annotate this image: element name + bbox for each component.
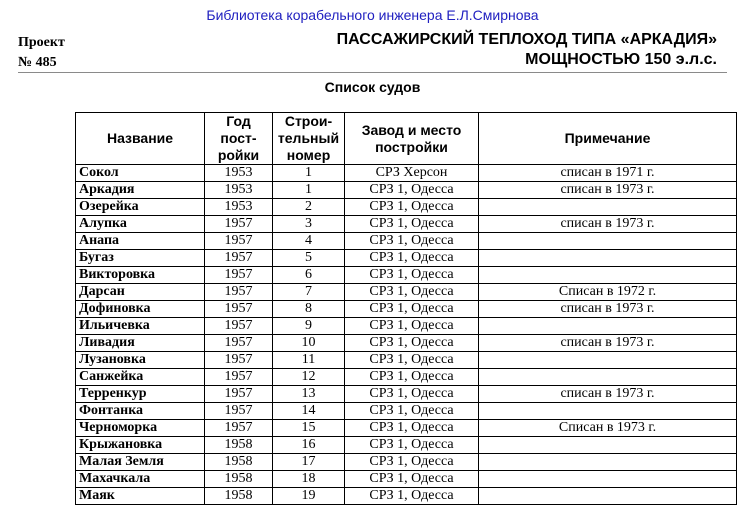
ship-name: Дофиновка: [76, 301, 205, 318]
ship-yard: СРЗ 1, Одесса: [345, 284, 479, 301]
ship-number: 9: [273, 318, 345, 335]
ship-year: 1958: [205, 437, 273, 454]
ship-year: 1957: [205, 284, 273, 301]
ship-note: [479, 250, 737, 267]
ship-year: 1957: [205, 420, 273, 437]
table-row: [76, 267, 737, 284]
ship-number: 17: [273, 454, 345, 471]
library-title: Библиотека корабельного инженера Е.Л.Смирнова: [206, 7, 539, 23]
ship-number: 1: [273, 165, 345, 182]
ship-yard: СРЗ 1, Одесса: [345, 403, 479, 420]
ship-name: Санжейка: [76, 369, 205, 386]
table-row: [76, 165, 737, 182]
ship-name: Алупка: [76, 216, 205, 233]
ship-yard: СРЗ 1, Одесса: [345, 488, 479, 505]
ship-number: 10: [273, 335, 345, 352]
ship-note: списан в 1973 г.: [479, 386, 737, 403]
ship-yard: СРЗ 1, Одесса: [345, 454, 479, 471]
ship-note: списан в 1971 г.: [479, 165, 737, 182]
ship-number: 14: [273, 403, 345, 420]
ship-note: списан в 1973 г.: [479, 216, 737, 233]
ship-year: 1958: [205, 471, 273, 488]
ship-note: [479, 488, 737, 505]
ship-year: 1957: [205, 233, 273, 250]
ship-yard: СРЗ 1, Одесса: [345, 267, 479, 284]
table-row: [76, 318, 737, 335]
ship-number: 19: [273, 488, 345, 505]
project-number: № 485: [18, 55, 57, 70]
table-row: [76, 352, 737, 369]
ship-name: Сокол: [76, 165, 205, 182]
table-row: [76, 301, 737, 318]
ship-year: 1953: [205, 182, 273, 199]
title-line-1: ПАССАЖИРСКИЙ ТЕПЛОХОД ТИПА «АРКАДИЯ»: [336, 31, 717, 48]
ship-note: списан в 1973 г.: [479, 182, 737, 199]
ship-yard: СРЗ 1, Одесса: [345, 335, 479, 352]
table-row: [76, 403, 737, 420]
ship-name: Фонтанка: [76, 403, 205, 420]
table-row: [76, 488, 737, 505]
ship-note: [479, 471, 737, 488]
ship-name: Терренкур: [76, 386, 205, 403]
ships-table: [75, 112, 737, 505]
ship-number: 2: [273, 199, 345, 216]
ship-year: 1958: [205, 454, 273, 471]
ship-year: 1957: [205, 369, 273, 386]
ship-year: 1953: [205, 165, 273, 182]
ship-name: Маяк: [76, 488, 205, 505]
ship-name: Малая Земля: [76, 454, 205, 471]
ship-note: [479, 233, 737, 250]
table-row: [76, 335, 737, 352]
ship-name: Анапа: [76, 233, 205, 250]
table-row: [76, 284, 737, 301]
ship-yard: СРЗ 1, Одесса: [345, 386, 479, 403]
document-title: [337, 30, 717, 70]
ship-name: Озерейка: [76, 199, 205, 216]
column-header-yard: Завод и место постройки: [345, 113, 479, 165]
table-body: [76, 165, 737, 505]
ship-number: 12: [273, 369, 345, 386]
column-header-note: Примечание: [479, 113, 737, 165]
ship-yard: СРЗ 1, Одесса: [345, 352, 479, 369]
ship-yard: СРЗ 1, Одесса: [345, 471, 479, 488]
ship-name: Махачкала: [76, 471, 205, 488]
ship-number: 1: [273, 182, 345, 199]
table-row: [76, 454, 737, 471]
ship-year: 1957: [205, 403, 273, 420]
ship-yard: СРЗ 1, Одесса: [345, 250, 479, 267]
ship-yard: СРЗ Херсон: [345, 165, 479, 182]
ship-number: 3: [273, 216, 345, 233]
ship-yard: СРЗ 1, Одесса: [345, 301, 479, 318]
column-header-year: Год пост-ройки: [205, 113, 273, 165]
table-row: [76, 233, 737, 250]
list-title: Список судов: [324, 79, 421, 95]
table-row: [76, 471, 737, 488]
ship-note: списан в 1973 г.: [479, 301, 737, 318]
ship-name: Бугаз: [76, 250, 205, 267]
project-info: [18, 33, 65, 73]
table-row: [76, 199, 737, 216]
table-row: [76, 369, 737, 386]
table-row: [76, 250, 737, 267]
ship-yard: СРЗ 1, Одесса: [345, 182, 479, 199]
ship-note: [479, 267, 737, 284]
ship-name: Лузановка: [76, 352, 205, 369]
ship-name: Крыжановка: [76, 437, 205, 454]
ship-name: Ильичевка: [76, 318, 205, 335]
column-header-name: Название: [76, 113, 205, 165]
ship-year: 1957: [205, 250, 273, 267]
ship-number: 13: [273, 386, 345, 403]
table-header-row: [76, 113, 737, 165]
ship-name: Аркадия: [76, 182, 205, 199]
ship-name: Дарсан: [76, 284, 205, 301]
ship-note: списан в 1973 г.: [479, 335, 737, 352]
ship-note: [479, 352, 737, 369]
ship-number: 4: [273, 233, 345, 250]
ship-note: [479, 437, 737, 454]
ship-year: 1957: [205, 335, 273, 352]
ship-number: 16: [273, 437, 345, 454]
ship-note: [479, 199, 737, 216]
table-row: [76, 216, 737, 233]
ship-number: 7: [273, 284, 345, 301]
title-line-2: МОЩНОСТЬЮ 150 э.л.с.: [525, 51, 717, 68]
ship-note: Списан в 1972 г.: [479, 284, 737, 301]
ship-number: 8: [273, 301, 345, 318]
ship-note: [479, 454, 737, 471]
ship-yard: СРЗ 1, Одесса: [345, 216, 479, 233]
ship-number: 5: [273, 250, 345, 267]
ship-number: 18: [273, 471, 345, 488]
ship-yard: СРЗ 1, Одесса: [345, 233, 479, 250]
ship-name: Черноморка: [76, 420, 205, 437]
ship-yard: СРЗ 1, Одесса: [345, 318, 479, 335]
ship-year: 1957: [205, 318, 273, 335]
ship-year: 1957: [205, 352, 273, 369]
ship-note: [479, 318, 737, 335]
ship-note: Списан в 1973 г.: [479, 420, 737, 437]
table-row: [76, 420, 737, 437]
ship-number: 11: [273, 352, 345, 369]
ship-year: 1957: [205, 267, 273, 284]
ship-note: [479, 369, 737, 386]
table-row: [76, 437, 737, 454]
ship-year: 1957: [205, 301, 273, 318]
ship-yard: СРЗ 1, Одесса: [345, 437, 479, 454]
project-label: Проект: [18, 35, 65, 50]
ship-note: [479, 403, 737, 420]
ship-name: Ливадия: [76, 335, 205, 352]
header-divider: [18, 72, 727, 73]
ship-yard: СРЗ 1, Одесса: [345, 369, 479, 386]
table-row: [76, 386, 737, 403]
ship-year: 1958: [205, 488, 273, 505]
table-row: [76, 182, 737, 199]
ship-year: 1953: [205, 199, 273, 216]
ship-year: 1957: [205, 216, 273, 233]
ship-number: 15: [273, 420, 345, 437]
ship-name: Викторовка: [76, 267, 205, 284]
ship-number: 6: [273, 267, 345, 284]
column-header-number: Строи-тельный номер: [273, 113, 345, 165]
ship-year: 1957: [205, 386, 273, 403]
ship-yard: СРЗ 1, Одесса: [345, 420, 479, 437]
ship-yard: СРЗ 1, Одесса: [345, 199, 479, 216]
